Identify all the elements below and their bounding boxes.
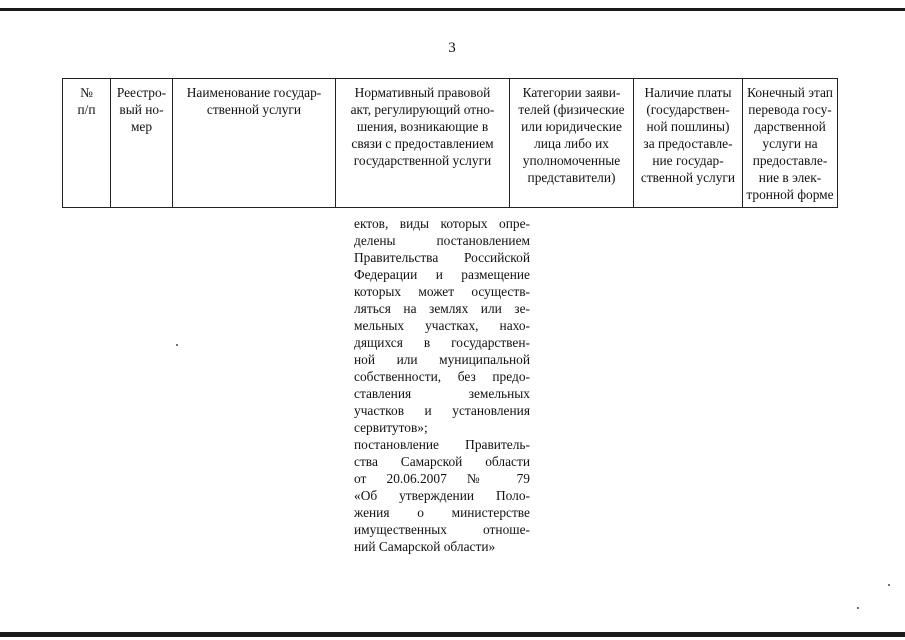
scan-speck bbox=[888, 584, 890, 586]
header-number: № п/п bbox=[63, 79, 111, 208]
text-line: ства Самарской области bbox=[354, 454, 530, 469]
legal-act-continuation bbox=[354, 215, 530, 555]
scan-speck bbox=[857, 607, 859, 609]
text-line: собственности, без предо- bbox=[354, 369, 530, 384]
text-line: «Об утверждении Поло- bbox=[354, 488, 530, 503]
text-line: ставления земельных bbox=[354, 386, 530, 401]
page-top-border bbox=[0, 8, 905, 11]
text-line: имущественных отноше- bbox=[354, 522, 530, 537]
header-fee: Наличие платы (государствен- ной пошлины) за предоставле- ние государ- ственной услуги bbox=[634, 79, 743, 208]
text-line: участков и установления bbox=[354, 403, 530, 418]
header-electronic-stage: Конечный этап перевода госу- дарственной услуги на предоставле- ние в элек- тронной форме bbox=[743, 79, 838, 208]
text-line: ний Самарской области» bbox=[354, 539, 496, 554]
text-line: ляться на землях или зе- bbox=[354, 301, 530, 316]
text-line: Правительства Российской bbox=[354, 250, 530, 265]
header-legal-act: Нормативный правовой акт, регулирующий отно- шения, возникающие в связи с предоставлением государственной услуги bbox=[336, 79, 510, 208]
text-line: ектов, виды которых опре- bbox=[354, 216, 530, 231]
header-service-name: Наименование государ- ственной услуги bbox=[173, 79, 336, 208]
text-line: жения о министерстве bbox=[354, 505, 530, 520]
header-applicant-categories: Категории заяви- телей (физические или юридические лица либо их уполномоченные представители) bbox=[510, 79, 634, 208]
scan-speck bbox=[176, 344, 178, 346]
text-line: которых может осуществ- bbox=[354, 284, 530, 299]
page-number: 3 bbox=[448, 40, 456, 56]
table-header-row bbox=[63, 79, 838, 208]
text-line: Федерации и размещение bbox=[354, 267, 530, 282]
text-line: мельных участках, нахо- bbox=[354, 318, 530, 333]
services-table-header bbox=[62, 78, 838, 208]
header-registry-number: Реестро- вый но- мер bbox=[111, 79, 173, 208]
text-line: постановление Правитель- bbox=[354, 437, 530, 452]
text-line: дящихся в государствен- bbox=[354, 335, 530, 350]
text-line: от 20.06.2007 № 79 bbox=[354, 471, 530, 486]
text-line: ной или муниципальной bbox=[354, 352, 530, 367]
text-line: сервитутов»; bbox=[354, 420, 428, 435]
page-bottom-border bbox=[0, 632, 905, 637]
text-line: делены постановлением bbox=[354, 233, 530, 248]
